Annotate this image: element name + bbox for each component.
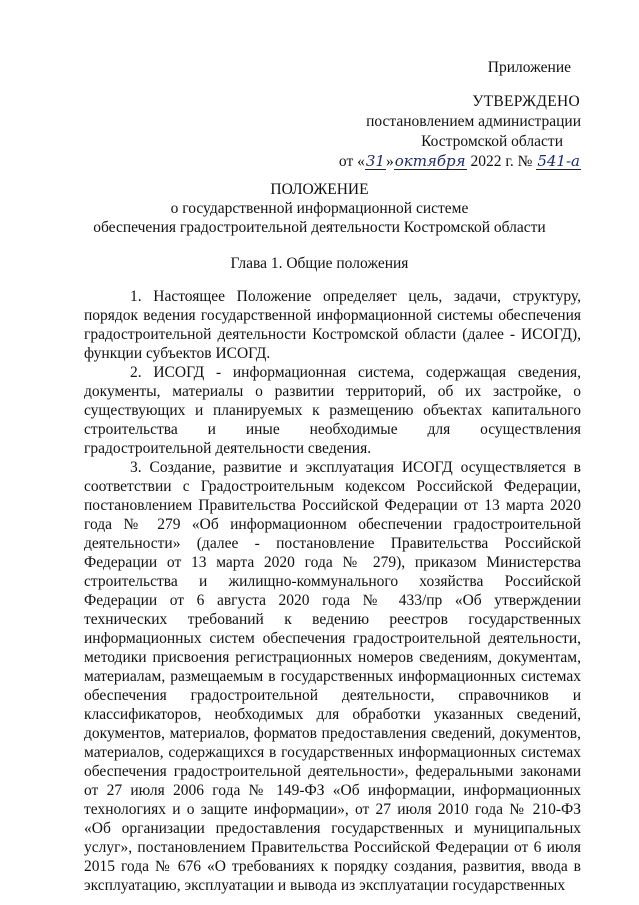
- title-line2: обеспечения градостроительной деятельности Костромской области: [93, 219, 546, 236]
- date-month-handwritten: октября: [394, 152, 466, 170]
- chapter-heading: Глава 1. Общие положения: [230, 255, 409, 272]
- paragraph-1: 1. Настоящее Положение определяет цель, задачи, структуру, порядок ведения государственной информационной системы обеспечения градостроительной деятельности Костромской области (далее - ИСОГД), функции субъектов ИСОГД.: [84, 288, 581, 362]
- approved-by-line2: Костромской области: [421, 133, 563, 150]
- date-mid: »: [385, 153, 394, 170]
- title-heading: ПОЛОЖЕНИЕ: [270, 181, 369, 198]
- approved-by-line1: постановлением администрации: [366, 113, 581, 130]
- approved-label: УТВЕРЖДЕНО: [472, 93, 580, 110]
- title-line1: о государственной информационной системе: [170, 200, 469, 217]
- approval-stamp: [339, 58, 581, 172]
- paragraph-2: 2. ИСОГД - информационная система, содержащая сведения, документы, материалы о развитии территорий, об их застройке, о существующих и планируемых к размещению объектах капитального строительства и иные необходимые для осуществления градостроительной деятельности сведения.: [84, 364, 581, 457]
- body-text: [84, 287, 581, 895]
- date-prefix: от «: [338, 153, 365, 170]
- appendix-label: Приложение: [487, 59, 571, 76]
- doc-number-handwritten: 541-а: [537, 152, 580, 170]
- date-year: 2022 г. №: [466, 153, 537, 170]
- paragraph-3: 3. Создание, развитие и эксплуатация ИСОГД осуществляется в соответствии с Градостроительным кодексом Российской Федерации, постановлением Правительства Российской Федерации от 13 марта 2020 года № 279 «Об информационном обеспечении градостроительной деятельности» (далее - постановление Правительства Российской Федерации от 13 марта 2020 года № 279), приказом Министерства строительства и жилищно-коммунального хозяйства Российской Федерации от 6 августа 2020 года № 433/пр «Об утверждении технических требований к ведению реестров государственных информационных систем обеспечения градостроительной деятельности, методики присвоения регистрационных номеров сведениям, документам, материалам, размещаемым в государственных информационных системах обеспечения градостроительной деятельности, справочников и классификаторов, необходимых для обработки указанных сведений, документов, материалов, форматов предоставления сведений, документов, материалов, содержащихся в государственных информационных системах обеспечения градостроительной деятельности», федеральными законами от 27 июля 2006 года № 149-ФЗ «Об информации, информационных технологиях и о защите информации», от 27 июля 2010 года № 210-ФЗ «Об организации предоставления государственных и муниципальных услуг», постановлением Правительства Российской Федерации от 6 июля 2015 года № 676 «О требованиях к порядку создания, развития, ввода в эксплуатацию, эксплуатации и вывода из эксплуатации государственных: [84, 459, 581, 894]
- date-day-handwritten: 31: [365, 152, 385, 170]
- date-line: [339, 152, 581, 172]
- document-title: [0, 180, 639, 237]
